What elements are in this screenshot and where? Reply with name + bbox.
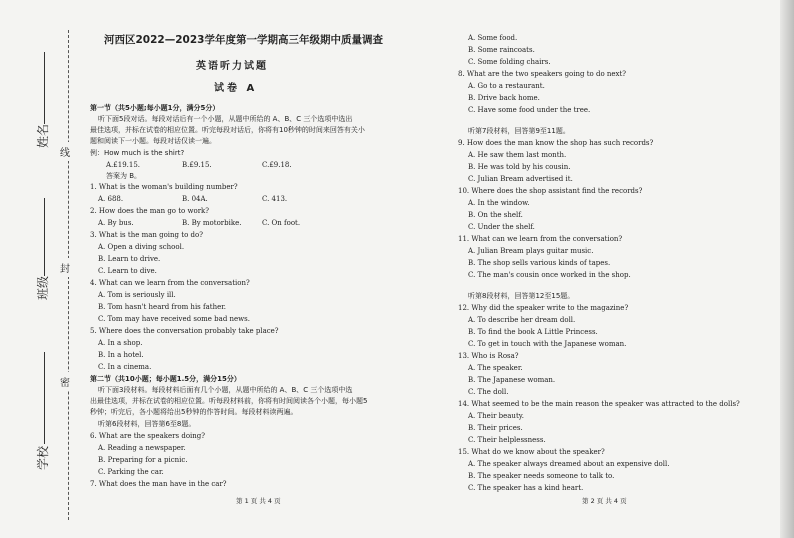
class-label: 班级	[36, 275, 50, 300]
q10-option-b: B. On the shelf.	[468, 211, 523, 219]
q11-option-b: B. The shop sells various kinds of tapes.	[468, 259, 611, 267]
q10-option-c: C. Under the shelf.	[468, 223, 535, 231]
section1-instr-1: 听下面5段对话。每段对话后有一个小题，从题中所给的 A、B、C 三个选项中选出	[98, 115, 353, 123]
school-label: 学校	[36, 445, 50, 470]
q3-option-a: A. Open a diving school.	[98, 243, 185, 251]
question-8: 8. What are the two speakers going to do next?	[458, 70, 627, 78]
material-8-heading: 听第8段材料，回答第12至15题。	[468, 292, 575, 300]
q14-option-a: A. Their beauty.	[468, 412, 525, 420]
question-5: 5. Where does the conversation probably take place?	[90, 327, 279, 335]
seal-char-3: 密	[60, 372, 70, 391]
q15-option-c: C. The speaker has a kind heart.	[468, 484, 584, 492]
example-answer: 答案为 B。	[106, 172, 142, 180]
section1-instr-2: 最佳选项，并标在试卷的相应位置。听完每段对话后，你将有10秒钟的时间来回答有关小	[90, 126, 365, 134]
q15-option-a: A. The speaker always dreamed about an expensive doll.	[468, 460, 670, 468]
q1-option-c: C. 413.	[262, 195, 288, 203]
q11-option-c: C. The man's cousin once worked in the shop.	[468, 271, 631, 279]
q14-option-b: B. Their prices.	[468, 424, 523, 432]
q1-option-b: B. 04A.	[182, 195, 208, 203]
q11-option-a: A. Julian Bream plays guitar music.	[468, 247, 594, 255]
paper-label: 试卷 A	[214, 83, 258, 94]
scan-edge	[780, 0, 794, 538]
exam-title: 河西区2022—2023学年度第一学期高三年级期中质量调查	[104, 34, 383, 46]
q13-option-c: C. The doll.	[468, 388, 509, 396]
question-4: 4. What can we learn from the conversation?	[90, 279, 250, 287]
q9-option-c: C. Julian Bream advertised it.	[468, 175, 573, 183]
q2-option-a: A. By bus.	[98, 219, 134, 227]
q12-option-c: C. To get in touch with the Japanese woman.	[468, 340, 627, 348]
section2-instr-1: 听下面3段材料。每段材料后面有几个小题，从题中所给的 A、B、C 三个选项中选	[98, 386, 353, 394]
question-1: 1. What is the woman's building number?	[90, 183, 238, 191]
q15-option-b: B. The speaker needs someone to talk to.	[468, 472, 615, 480]
q7-option-a: A. Some food.	[468, 34, 518, 42]
page-2-footer: 第 2 页 共 4 页	[582, 497, 627, 505]
section1-instr-3: 题和阅读下一小题。每段对话仅读一遍。	[90, 137, 216, 145]
q3-option-c: C. Learn to dive.	[98, 267, 157, 275]
class-write-line	[44, 198, 45, 276]
q5-option-c: C. In a cinema.	[98, 363, 152, 371]
section2-heading: 第二节（共10小题；每小题1.5分，满分15分）	[90, 375, 241, 383]
example-option-a: A.£19.15.	[106, 161, 140, 169]
q6-option-b: B. Preparing for a picnic.	[98, 456, 188, 464]
q4-option-a: A. Tom is seriously ill.	[98, 291, 176, 299]
name-write-line	[44, 52, 45, 124]
material-7-heading: 听第7段材料，回答第9至11题。	[468, 127, 570, 135]
question-14: 14. What seemed to be the main reason the speaker was attracted to the dolls?	[458, 400, 740, 408]
q8-option-c: C. Have some food under the tree.	[468, 106, 591, 114]
example-option-c: C.£9.18.	[262, 161, 292, 169]
q6-option-a: A. Reading a newspaper.	[98, 444, 186, 452]
question-10: 10. Where does the shop assistant find the records?	[458, 187, 643, 195]
example-option-b: B.£9.15.	[182, 161, 212, 169]
q9-option-b: B. He was told by his cousin.	[468, 163, 571, 171]
q4-option-c: C. Tom may have received some bad news.	[98, 315, 250, 323]
material-6-heading: 听第6段材料，回答第6至8题。	[98, 420, 196, 428]
q4-option-b: B. Tom hasn't heard from his father.	[98, 303, 227, 311]
section1-heading: 第一节（共5小题;每小题1分，满分5分）	[90, 104, 220, 112]
school-write-line	[44, 352, 45, 444]
q14-option-c: C. Their helplessness.	[468, 436, 546, 444]
question-11: 11. What can we learn from the conversation?	[458, 235, 623, 243]
q10-option-a: A. In the window.	[468, 199, 530, 207]
q3-option-b: B. Learn to drive.	[98, 255, 161, 263]
q12-option-b: B. To find the book A Little Princess.	[468, 328, 598, 336]
q5-option-a: A. In a shop.	[98, 339, 143, 347]
q8-option-a: A. Go to a restaurant.	[468, 82, 545, 90]
seal-char-2: 封	[60, 258, 70, 277]
q7-option-b: B. Some raincoats.	[468, 46, 535, 54]
section2-instr-3: 秒钟；听完后，各小题将给出5秒钟的作答时间。每段材料读两遍。	[90, 408, 298, 416]
q13-option-b: B. The Japanese woman.	[468, 376, 556, 384]
seal-char-1: 线	[60, 142, 70, 161]
q9-option-a: A. He saw them last month.	[468, 151, 567, 159]
q5-option-b: B. In a hotel.	[98, 351, 144, 359]
question-7: 7. What does the man have in the car?	[90, 480, 227, 488]
q1-option-a: A. 688.	[98, 195, 124, 203]
section2-instr-2: 出最佳选项，并标在试卷的相应位置。听每段材料前，你将有时间阅读各个小题，每小题5	[90, 397, 368, 405]
question-3: 3. What is the man going to do?	[90, 231, 203, 239]
q2-option-b: B. By motorbike.	[182, 219, 242, 227]
question-6: 6. What are the speakers doing?	[90, 432, 206, 440]
q2-option-c: C. On foot.	[262, 219, 301, 227]
q13-option-a: A. The speaker.	[468, 364, 523, 372]
q12-option-a: A. To describe her dream doll.	[468, 316, 576, 324]
example-question: 例：How much is the shirt?	[90, 149, 185, 157]
question-12: 12. Why did the speaker write to the magazine?	[458, 304, 629, 312]
name-label: 姓名	[36, 123, 50, 148]
binding-margin	[0, 0, 88, 538]
q7-option-c: C. Some folding chairs.	[468, 58, 551, 66]
page-1-footer: 第 1 页 共 4 页	[236, 497, 281, 505]
question-9: 9. How does the man know the shop has such records?	[458, 139, 654, 147]
q6-option-c: C. Parking the car.	[98, 468, 164, 476]
question-13: 13. Who is Rosa?	[458, 352, 519, 360]
exam-subtitle: 英语听力试题	[196, 61, 268, 72]
question-15: 15. What do we know about the speaker?	[458, 448, 605, 456]
question-2: 2. How does the man go to work?	[90, 207, 210, 215]
q8-option-b: B. Drive back home.	[468, 94, 540, 102]
